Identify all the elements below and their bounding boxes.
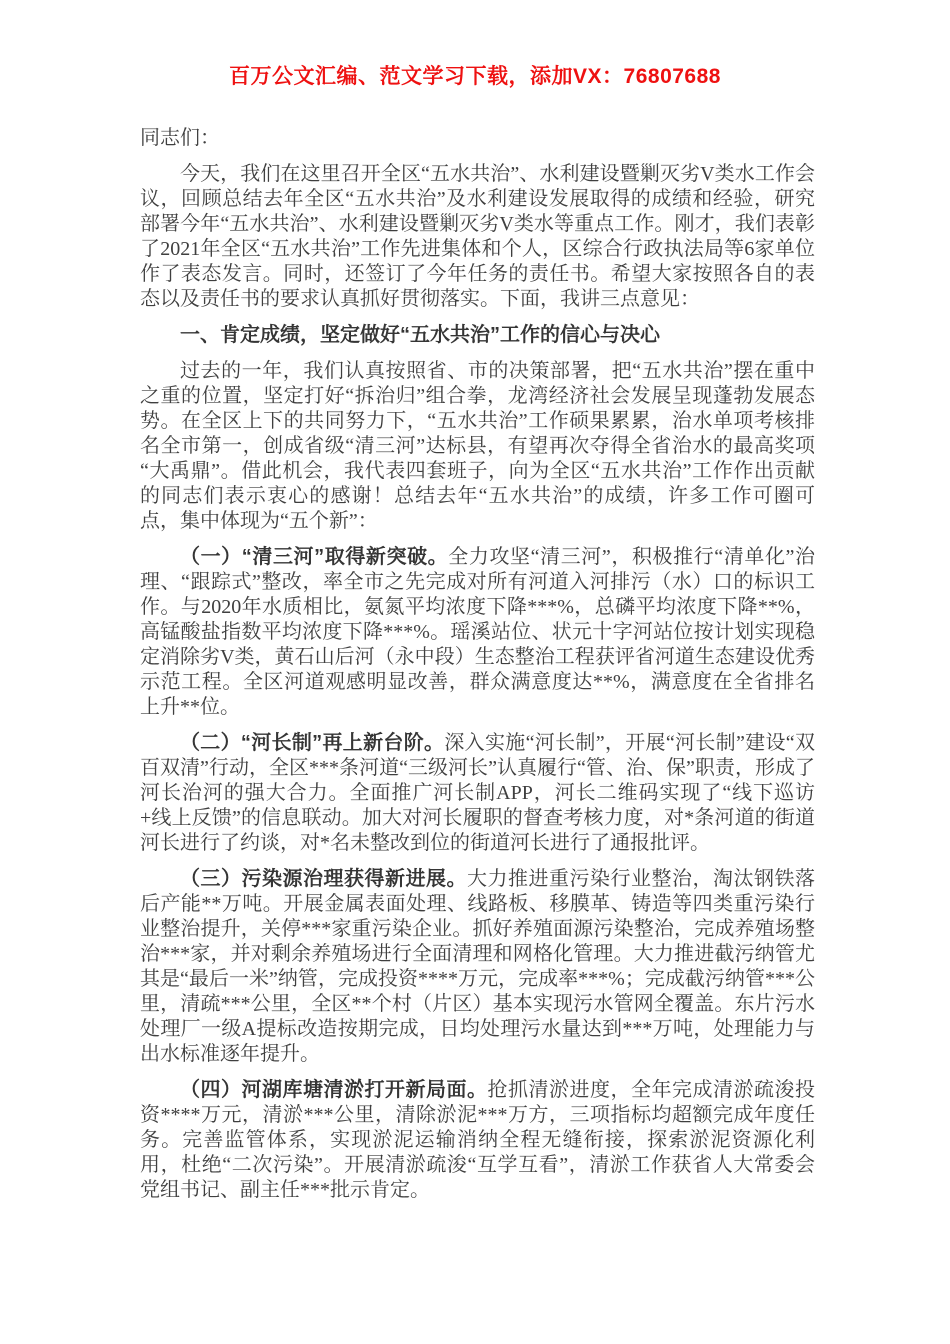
item-lead-2: （二）“河长制”再上新台阶。 — [180, 732, 445, 754]
item-text-1: 全力攻坚“清三河”，积极推行“清单化”治理、“跟踪式”整改，率全市之先完成对所有河道入河排污（水）口的标识工作。与2020年水质相比，氨氮平均浓度下降***%，总磷平均浓度下降**%，高锰酸盐指数平均浓度下降***%。瑶溪站位、状元十字河站位按计划实现稳定消除劣V类，黄石山后河（永中段）生态整治工程获评省河道生态建设优秀示范工程。全区河道观感明显改善，群众满意度达**%，满意度在全省排名上升**位。 — [140, 546, 816, 718]
numbered-item-paragraph-2 — [140, 731, 815, 856]
item-lead-1: （一）“清三河”取得新突破。 — [180, 546, 449, 568]
item-lead-4: （四）河湖库塘清淤打开新局面。 — [180, 1079, 488, 1101]
item-text-4: 抢抓清淤进度，全年完成清淤疏浚投资****万元，清淤***公里，清除淤泥***万方，三项指标均超额完成年度任务。完善监管体系，实现淤泥运输消纳全程无缝衔接，探索淤泥资源化利用，杜绝“二次污染”。开展清淤疏浚“互学互看”，清淤工作获省人大常委会党组书记、副主任***批示肯定。 — [140, 1079, 815, 1201]
numbered-item-paragraph-1 — [140, 545, 815, 720]
intro-paragraph: 今天，我们在这里召开全区“五水共治”、水利建设暨剿灭劣V类水工作会议，回顾总结去年全区“五水共治”及水利建设发展取得的成绩和经验，研究部署今年“五水共治”、水利建设暨剿灭劣V类水等重点工作。刚才，我们表彰了2021年全区“五水共治”工作先进集体和个人，区综合行政执法局等6家单位作了表态发言。同时，还签订了今年任务的责任书。希望大家按照各自的表态以及责任书的要求认真抓好贯彻落实。下面，我讲三点意见： — [140, 163, 815, 310]
numbered-item-paragraph-4 — [140, 1078, 815, 1203]
item-text-3: 大力推进重污染行业整治，淘汰钢铁落后产能**万吨。开展金属表面处理、线路板、移膜革、铸造等四类重污染行业整治提升，关停***家重污染企业。抓好养殖面源污染整治，完成养殖场整治***家，并对剩余养殖场进行全面清理和网格化管理。大力推进截污纳管尤其是“最后一米”纳管，完成投资****万元，完成率***%；完成截污纳管***公里，清疏***公里，全区**个村（片区）基本实现污水管网全覆盖。东片污水处理厂一级A提标改造按期完成，日均处理污水量达到***万吨，处理能力与出水标准逐年提升。 — [140, 868, 815, 1065]
numbered-item-paragraph-3 — [140, 867, 815, 1067]
item-lead-3: （三）污染源治理获得新进展。 — [180, 868, 467, 890]
section-overview-paragraph: 过去的一年，我们认真按照省、市的决策部署，把“五水共治”摆在重中之重的位置，坚定打好“拆治归”组合拳，龙湾经济社会发展呈现蓬勃发展态势。在全区上下的共同努力下，“五水共治”工作硕果累累，治水单项考核排名全市第一，创成省级“清三河”达标县，有望再次夺得全省治水的最高奖项“大禹鼎”。借此机会，我代表四套班子，向为全区“五水共治”工作作出贡献的同志们表示衷心的感谢！总结去年“五水共治”的成绩，许多工作可圈可点，集中体现为“五个新”： — [140, 360, 815, 532]
document-body — [140, 126, 815, 1203]
item-text-2: 深入实施“河长制”，开展“河长制”建设“双百双清”行动，全区***条河道“三级河长”认真履行“管、治、保”职责，形成了河长治河的强大合力。全面推广河长制APP，河长二维码实现了“线下巡访+线上反馈”的信息联动。加大对河长履职的督查考核力度，对*条河道的街道河长进行了约谈，对*名未整改到位的街道河长进行了通报批评。 — [140, 732, 816, 854]
header-notice: 百万公文汇编、范文学习下载，添加VX：76807688 — [229, 65, 721, 88]
section-heading: 一、肯定成绩，坚定做好“五水共治”工作的信心与决心 — [180, 324, 660, 346]
salutation: 同志们： — [140, 127, 220, 149]
